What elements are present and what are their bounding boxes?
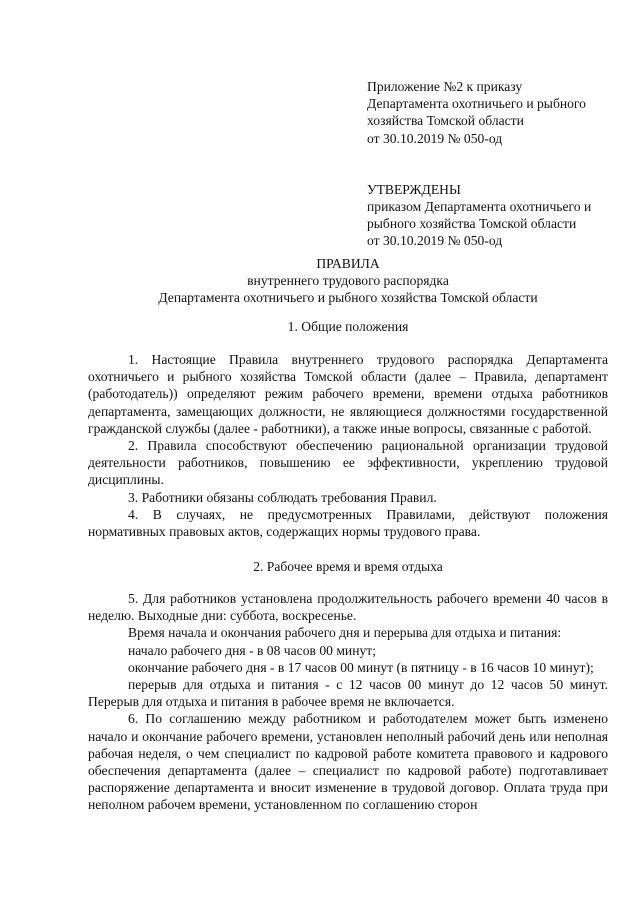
paragraph: окончание рабочего дня - в 17 часов 00 минут (в пятницу - в 16 часов 10 минут);: [128, 659, 594, 675]
title-main: ПРАВИЛА: [316, 256, 380, 271]
paragraph: 5. Для работников установлена продолжительность рабочего времени 40 часов в неделю. Выходные дни: суббота, воскресенье.: [88, 591, 608, 624]
section-2-body: [88, 590, 608, 814]
document-title: [88, 255, 608, 307]
section-1-heading: 1. Общие положения: [287, 319, 409, 334]
appendix-line: хозяйства Томской области: [367, 113, 524, 129]
approved-line: приказом Департамента охотничьего и: [367, 199, 592, 215]
paragraph: 3. Работники обязаны соблюдать требования Правил.: [128, 489, 437, 505]
approved-line: рыбного хозяйства Томской области: [367, 216, 577, 232]
paragraph: 6. По соглашению между работником и работодателем может быть изменено начало и окончание рабочего времени, установлен неполный рабочий день или неполная рабочая неделя, о чем специалист по кадровой работе комитета правового и кадрового обеспечения департамента (далее – специалист по кадровой работе) подготавливает распоряжение департамента и вносит изменение в трудовой договор. Оплата труда при неполном рабочем времени, установленном по соглашению сторон: [88, 711, 608, 813]
appendix-line: от 30.10.2019 № 050-од: [367, 130, 503, 146]
section-1-body: [88, 351, 608, 540]
paragraph: 2. Правила способствуют обеспечению рациональной организации трудовой деятельности работников, повышению ее эффективности, укреплению трудовой дисциплины.: [88, 438, 608, 488]
title-line: Департамента охотничьего и рыбного хозяйства Томской области: [158, 290, 538, 306]
approved-line: от 30.10.2019 № 050-од: [367, 233, 503, 249]
paragraph: 1. Настоящие Правила внутреннего трудового распорядка Департамента охотничьего и рыбного хозяйства Томской области (далее – Правила, департамент (работодатель)) определяют режим рабочего времени, времени отдыха работников департамента, замещающих должности, не являющиеся должностями государственной гражданской службы (далее - работники), а также иные вопросы, связанные с работой.: [88, 352, 608, 436]
paragraph: перерыв для отдыха и питания - с 12 часов 00 минут до 12 часов 50 минут. Перерыв для отдыха и питания в рабочее время не включается.: [88, 677, 608, 710]
appendix-line: Приложение №2 к приказу: [367, 79, 523, 94]
approved-heading: УТВЕРЖДЕНЫ: [367, 181, 461, 197]
paragraph: 4. В случаях, не предусмотренных Правилами, действуют положения нормативных правовых актов, содержащих нормы трудового права.: [88, 506, 608, 540]
section-2-heading: 2. Рабочее время и время отдыха: [253, 559, 443, 574]
paragraph: Время начала и окончания рабочего дня и перерыва для отдыха и питания:: [128, 625, 562, 641]
spacer: [367, 147, 627, 181]
approval-block: [367, 78, 627, 250]
appendix-line: Департамента охотничьего и рыбного: [367, 96, 586, 112]
title-line: внутреннего трудового распорядка: [247, 273, 449, 289]
paragraph: начало рабочего дня - в 08 часов 00 минут;: [128, 642, 376, 658]
